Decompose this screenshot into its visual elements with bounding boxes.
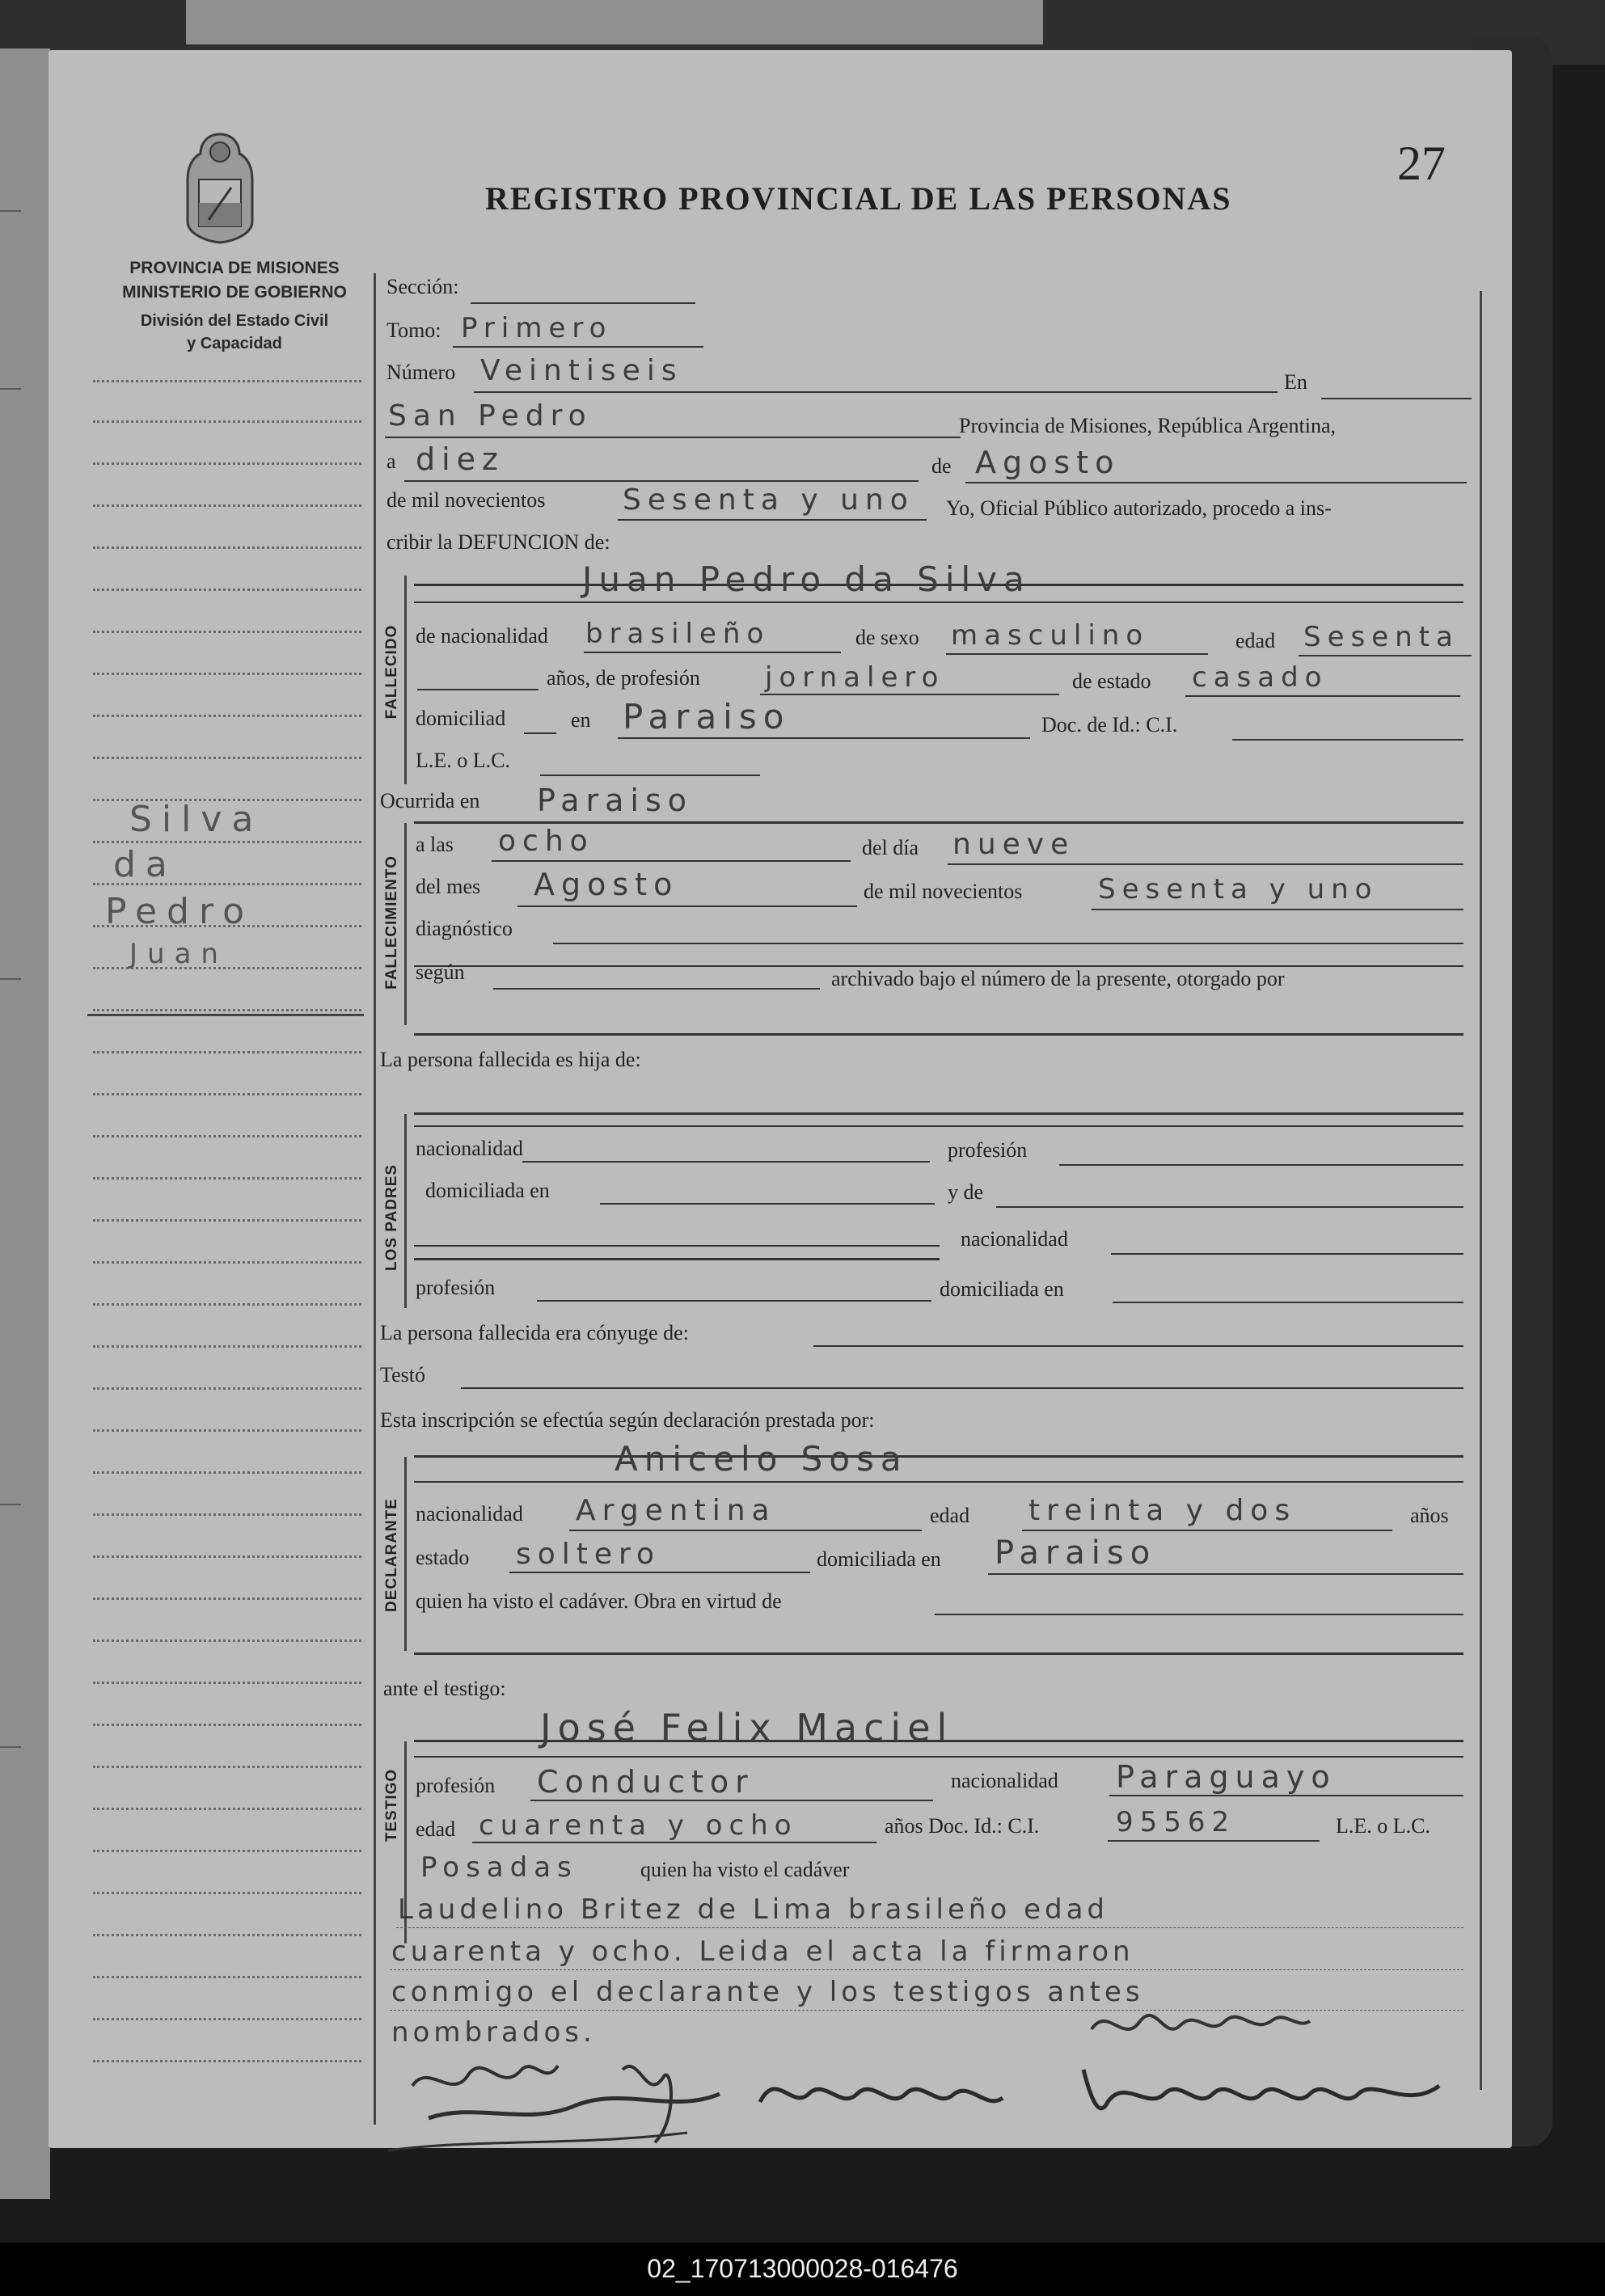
- conyuge-label: La persona fallecida era cónyuge de:: [380, 1321, 689, 1344]
- decl-domiciliada-label: domiciliada en: [817, 1547, 941, 1571]
- dia-value: diez: [416, 441, 505, 477]
- margin-line: [93, 631, 361, 633]
- diagnostico-label: diagnóstico: [416, 917, 513, 940]
- declarante-line: [414, 1481, 1464, 1483]
- edad-value: Sesenta: [1303, 621, 1459, 653]
- padre-domiciliada-line: [600, 1203, 935, 1205]
- en-label: En: [1284, 370, 1307, 394]
- issuer-division: División del Estado Civil: [140, 312, 329, 330]
- numero-value: Veintiseis: [480, 354, 683, 387]
- padres-top-rule: [414, 1112, 1464, 1115]
- ocurrida-value: Paraiso: [537, 783, 694, 818]
- decl-estado-line: [509, 1572, 810, 1573]
- dia-line: [404, 480, 919, 482]
- madre-profesion-label: profesión: [416, 1276, 496, 1299]
- signature-testigo: [744, 2053, 1472, 2134]
- margin-line: [93, 1219, 361, 1222]
- declarante-value: Anicelo Sosa: [615, 1439, 908, 1479]
- test-profesion-line: [530, 1800, 933, 1801]
- test-le-lc-label: L.E. o L.C.: [1336, 1814, 1430, 1838]
- diagnostico-line: [553, 943, 1464, 944]
- fallecido-section-bar: [404, 576, 407, 784]
- nombre-value: Juan Pedro da Silva: [582, 559, 1031, 599]
- yo-oficial-label: Yo, Oficial Público autorizado, procedo a ins-: [946, 496, 1332, 520]
- margin-line: [93, 715, 361, 717]
- margin-line: [93, 1513, 361, 1516]
- margin-line: [93, 1555, 361, 1558]
- de-estado-label: de estado: [1072, 669, 1151, 693]
- declarante-bottom-rule: [414, 1652, 1464, 1655]
- left-frame-line: [374, 273, 376, 2125]
- madre-nombre-line: [996, 1206, 1464, 1208]
- margin-line: [93, 2060, 361, 2062]
- margin-line: [93, 1640, 361, 1642]
- numero-label: Número: [386, 361, 456, 384]
- mes-value: Agosto: [975, 445, 1121, 480]
- madre-domiciliada-label: domiciliada en: [940, 1277, 1064, 1301]
- de-label: de: [931, 454, 952, 478]
- decl-obra-line: [935, 1614, 1464, 1615]
- doc-id-line: [1232, 739, 1464, 741]
- margin-note-rule: [87, 1014, 364, 1016]
- padres-section-bar: [404, 1114, 407, 1308]
- note-line-2-rule: [390, 1969, 1464, 1970]
- lugar-value: San Pedro: [388, 399, 593, 433]
- edad-cont-line: [417, 689, 539, 690]
- anio-fallec-line: [1092, 909, 1464, 910]
- margin-note-name1: Pedro: [105, 891, 255, 932]
- right-frame-line: [1480, 291, 1482, 2090]
- tomo-value: Primero: [461, 312, 613, 344]
- margin-note-particle: da: [113, 844, 177, 885]
- anos-profesion-label: años, de profesión: [547, 666, 700, 690]
- decl-domicilio-line: [988, 1573, 1464, 1575]
- issuer-ministry: MINISTERIO DE GOBIERNO: [122, 283, 347, 302]
- dia-fallec-line: [948, 863, 1464, 865]
- note-line-3: conmigo el declarante y los testigos antes: [391, 1976, 1144, 2008]
- decl-nacionalidad-line: [569, 1530, 922, 1531]
- padre-profesion-line: [1059, 1164, 1464, 1166]
- madre-nombre-line-2: [414, 1245, 940, 1247]
- a-label: a: [386, 449, 396, 473]
- margin-line: [93, 504, 361, 507]
- seccion-label: Sección:: [386, 275, 459, 298]
- domiciliad-suffix-line: [524, 732, 556, 734]
- issuer-capacity: y Capacidad: [187, 335, 282, 352]
- margin-line: [93, 589, 361, 591]
- de-sexo-label: de sexo: [855, 626, 919, 649]
- margin-line: [93, 1387, 361, 1390]
- margin-line: [93, 1724, 361, 1726]
- scan-footer: [0, 2243, 1605, 2296]
- tomo-label: Tomo:: [386, 319, 441, 342]
- doc-id-label: Doc. de Id.: C.I.: [1041, 713, 1178, 736]
- scan-id: 02_170713000028-016476: [647, 2254, 958, 2283]
- del-dia-label: del día: [862, 836, 919, 859]
- estado-line: [1185, 695, 1460, 697]
- padres-section-label: LOS PADRES: [383, 1163, 400, 1271]
- padre-domiciliada-label: domiciliada en: [425, 1179, 550, 1202]
- hija-de-label: La persona fallecida es hija de:: [380, 1048, 641, 1071]
- domicilio-line: [618, 737, 1030, 739]
- segun-line: [493, 988, 820, 990]
- margin-line: [93, 1345, 361, 1348]
- padre-profesion-label: profesión: [948, 1138, 1028, 1162]
- profesion-line: [760, 694, 1059, 695]
- decl-nacionalidad-label: nacionalidad: [416, 1502, 523, 1526]
- profesion-value: jornalero: [765, 661, 945, 694]
- margin-line: [93, 1808, 361, 1810]
- dia-fallec-value: nueve: [952, 828, 1075, 861]
- fallecimiento-bottom-rule: [414, 1033, 1464, 1036]
- conyuge-line: [813, 1345, 1464, 1347]
- ocurrida-rule: [414, 821, 1464, 824]
- decl-domicilio-value: Paraiso: [995, 1534, 1157, 1572]
- test-visto-label: quien ha visto el cadáver: [640, 1858, 850, 1881]
- estado-value: casado: [1192, 661, 1328, 694]
- decl-estado-label: estado: [416, 1546, 470, 1569]
- margin-line: [93, 1892, 361, 1894]
- hora-line: [492, 860, 851, 862]
- test-domicilio-value: Posadas: [420, 1851, 578, 1884]
- madre-profesion-line: [537, 1300, 931, 1302]
- margin-line: [93, 757, 361, 759]
- margin-line: [93, 547, 361, 549]
- testo-line: [461, 1387, 1464, 1389]
- margin-line: [93, 462, 361, 465]
- a-las-label: a las: [416, 833, 454, 856]
- margin-line: [93, 1471, 361, 1474]
- coat-of-arms-icon: [184, 131, 256, 244]
- testigo-line: [414, 1756, 1464, 1758]
- test-edad-line: [472, 1842, 876, 1843]
- madre-domiciliada-line: [1113, 1302, 1464, 1303]
- note-line-4: nombrados.: [391, 2016, 596, 2049]
- margin-line: [93, 1135, 361, 1137]
- seccion-line: [471, 302, 695, 304]
- y-de-label: y de: [948, 1180, 984, 1204]
- fallecido-section-label: FALLECIDO: [383, 624, 400, 720]
- margin-line: [93, 420, 361, 423]
- margin-line: [93, 1682, 361, 1684]
- issuer-province: PROVINCIA DE MISIONES: [129, 259, 340, 277]
- nacionalidad-line: [584, 652, 841, 653]
- note-line-2: cuarenta y ocho. Leida el acta la firmaron: [391, 1935, 1134, 1968]
- segun-label: según: [416, 960, 465, 984]
- test-nacionalidad-line: [1109, 1795, 1464, 1796]
- margin-line: [93, 1934, 361, 1936]
- mes-fallec-value: Agosto: [534, 867, 679, 902]
- test-profesion-value: Conductor: [537, 1764, 754, 1800]
- test-edad-label: edad: [416, 1817, 456, 1841]
- tomo-line: [453, 346, 703, 348]
- mes-fallec-line: [517, 905, 857, 907]
- test-edad-value: cuarenta y ocho: [479, 1809, 798, 1842]
- decl-edad-line: [1022, 1530, 1392, 1531]
- anio-fallec-value: Sesenta y uno: [1098, 873, 1379, 905]
- padre-nacionalidad-line: [522, 1161, 930, 1163]
- page-title: REGISTRO PROVINCIAL DE LAS PERSONAS: [485, 180, 1232, 217]
- margin-line: [93, 1177, 361, 1180]
- decl-visto-label: quien ha visto el cadáver. Obra en virtud de: [416, 1589, 782, 1613]
- de-mil-fallec-label: de mil novecientos: [864, 880, 1023, 903]
- margin-line: [93, 2018, 361, 2020]
- padres-top-line: [414, 1125, 1464, 1127]
- fallecimiento-section-bar: [404, 823, 407, 1025]
- decl-estado-value: soltero: [516, 1538, 661, 1571]
- testigo-section-label: TESTIGO: [383, 1768, 400, 1842]
- margin-line: [93, 1766, 361, 1768]
- test-ci-value: 95562: [1116, 1806, 1236, 1838]
- test-anos-doc-label: años Doc. Id.: C.I.: [885, 1814, 1040, 1838]
- le-lc-label: L.E. o L.C.: [416, 749, 510, 772]
- decl-nacionalidad-value: Argentina: [576, 1494, 776, 1527]
- decl-edad-value: treinta y dos: [1028, 1494, 1297, 1527]
- margin-note-surname: Silva: [129, 799, 264, 840]
- domiciliad-label: domiciliad: [416, 707, 506, 730]
- signature-oficial: [380, 2037, 768, 2159]
- adjacent-sheet: [186, 0, 1043, 44]
- archivado-label: archivado bajo el número de la presente, otorgado por: [831, 967, 1285, 990]
- mes-line: [965, 482, 1467, 483]
- del-mes-label: del mes: [416, 875, 481, 898]
- nombre-line: [414, 601, 1464, 603]
- le-lc-line: [540, 774, 760, 776]
- lugar-line: [385, 437, 961, 438]
- signature-declarante: [1075, 1997, 1318, 2053]
- anio-value: Sesenta y uno: [623, 483, 914, 517]
- test-ci-line: [1108, 1840, 1320, 1842]
- hora-value: ocho: [498, 825, 594, 858]
- edad-line: [1299, 655, 1472, 656]
- margin-line: [93, 841, 361, 843]
- test-profesion-label: profesión: [416, 1774, 496, 1797]
- test-nacionalidad-value: Paraguayo: [1116, 1759, 1337, 1795]
- decl-anos-label: años: [1410, 1504, 1449, 1527]
- provincia-label: Provincia de Misiones, República Argentina,: [959, 414, 1336, 437]
- de-mil-label: de mil novecientos: [386, 488, 546, 512]
- testo-label: Testó: [380, 1363, 425, 1386]
- margin-line: [93, 673, 361, 675]
- margin-line: [93, 1051, 361, 1053]
- margin-line: [93, 1093, 361, 1095]
- madre-nacionalidad-label: nacionalidad: [961, 1227, 1068, 1251]
- margin-line: [93, 1429, 361, 1432]
- en-line: [1321, 398, 1472, 399]
- testigo-value: José Felix Maciel: [540, 1706, 954, 1749]
- declarante-section-label: DECLARANTE: [383, 1498, 400, 1612]
- madre-nacionalidad-line: [1111, 1253, 1464, 1255]
- cribir-label: cribir la DEFUNCION de:: [386, 530, 610, 554]
- anio-line: [618, 519, 927, 521]
- ocurrida-label: Ocurrida en: [380, 789, 480, 812]
- margin-line: [93, 1597, 361, 1600]
- inscripcion-label: Esta inscripción se efectúa según declaración prestada por:: [380, 1408, 875, 1432]
- margin-line: [93, 1303, 361, 1306]
- margin-note-name2: Juan: [129, 938, 228, 970]
- note-line-1: Laudelino Britez de Lima brasileño edad: [398, 1893, 1109, 1926]
- de-nacionalidad-label: de nacionalidad: [416, 624, 548, 648]
- margin-line: [93, 1009, 361, 1011]
- edad-label: edad: [1235, 629, 1276, 652]
- margin-line: [93, 380, 361, 382]
- madre-nombre-rule: [414, 1258, 940, 1260]
- nacionalidad-value: brasileño: [585, 618, 771, 650]
- numero-line: [474, 391, 1278, 393]
- domicilio-value: Paraiso: [623, 697, 791, 736]
- test-nacionalidad-label: nacionalidad: [951, 1769, 1058, 1792]
- margin-line: [93, 1976, 361, 1978]
- en-domicilio-label: en: [571, 708, 591, 732]
- margin-line: [93, 1261, 361, 1264]
- sexo-value: masculino: [951, 619, 1150, 652]
- declarante-top-rule: [414, 1455, 1464, 1458]
- sexo-line: [946, 653, 1208, 655]
- decl-edad-label: edad: [930, 1504, 970, 1527]
- left-page-edge: [0, 49, 50, 2199]
- page-number: 27: [1397, 137, 1446, 190]
- declarante-section-bar: [404, 1457, 407, 1651]
- ante-testigo-label: ante el testigo:: [383, 1677, 506, 1700]
- padre-nacionalidad-label: nacionalidad: [416, 1137, 523, 1160]
- note-line-1-rule: [396, 1927, 1464, 1928]
- fallecimiento-section-label: FALLECIMIENTO: [383, 855, 400, 990]
- margin-line: [93, 1850, 361, 1852]
